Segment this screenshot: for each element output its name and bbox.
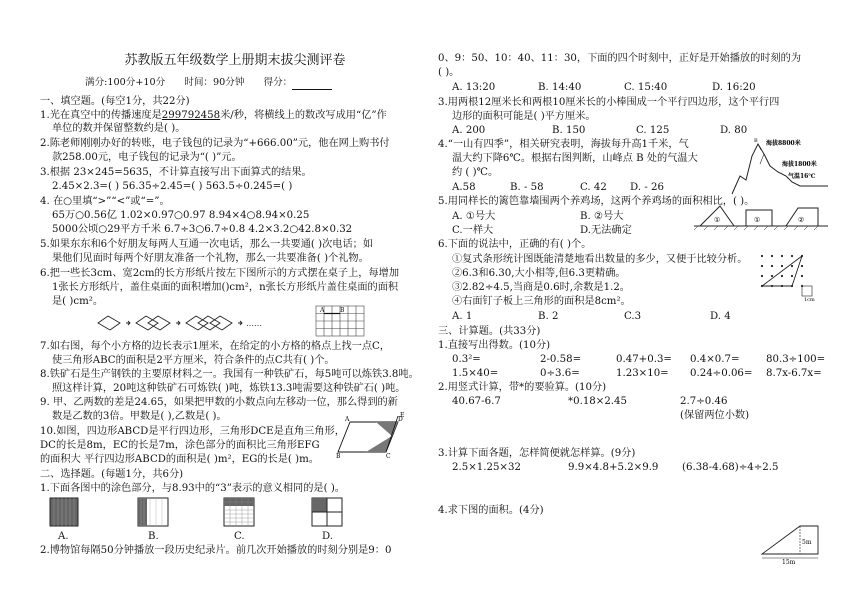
- svg-text:……: ……: [246, 319, 262, 328]
- choice4-a[interactable]: A.58: [452, 182, 476, 193]
- svg-text:A: A: [320, 307, 325, 314]
- page-title: 苏教版五年级数学上册期末拔尖测评卷: [124, 53, 346, 68]
- svg-text:D: D: [398, 416, 403, 423]
- q10-line3: 的面积大 平行四边形ABCD的面积是( )m²，EG的长是( )m。: [40, 454, 319, 465]
- option-c[interactable]: C.: [234, 531, 245, 542]
- calc1-r1c5: 80.3÷100=: [766, 354, 826, 365]
- q4-line2: 65万○0.56亿 1.02×0.97○0.97 8.94×4○8.94×0.25: [52, 210, 310, 221]
- area-width: 15m: [782, 559, 796, 566]
- calc1-r1c3: 0.47+0.3=: [616, 354, 672, 365]
- choice6-b[interactable]: B. 2: [538, 311, 559, 322]
- statement-2: ②6.3和6.30,大小相等,但6.3更精确。: [452, 268, 626, 279]
- choice4-line1: 4.“一山有四季”，相关研究表明，海拔每升高1千米，气: [438, 139, 689, 150]
- q4-line1: 4. 在○里填“>”“<”或“=”。: [40, 196, 170, 207]
- choice5-d[interactable]: D.无法确定: [580, 225, 632, 236]
- choice2-paren: ( )。: [438, 67, 460, 78]
- mid-label: 海拔1800米: [782, 161, 817, 168]
- q9-line1: 9. 甲、乙两数的差是24.65，如果把甲数的小数点向左移动一位，那么得到的新: [40, 397, 398, 408]
- calc1-r2c2: 0÷3.6=: [540, 368, 580, 379]
- svg-text:②: ②: [798, 216, 805, 224]
- option-c-figure: [224, 498, 256, 528]
- choice3-d[interactable]: D. 80: [720, 125, 748, 136]
- choice4-d[interactable]: D. - 26: [630, 182, 664, 193]
- pegboard-figure: [758, 252, 820, 302]
- svg-text:C: C: [386, 453, 391, 460]
- section-choice: 二、选择题。(每题1分，共6分): [40, 469, 184, 480]
- choice6-c[interactable]: C.3: [624, 311, 642, 322]
- option-d[interactable]: D.: [322, 531, 334, 542]
- choice6-d[interactable]: D. 4: [710, 311, 731, 322]
- section-fill: 一、填空题。(每空1分，共22分): [40, 96, 190, 107]
- option-a-figure: [50, 498, 80, 528]
- exam-meta: [85, 77, 364, 90]
- q10-line2: DC的长是8m，EC的长是7m，涂色部分的面积比三角形EFG: [40, 440, 320, 451]
- calc3-p3: (6.38-4.68)÷4÷2.5: [682, 462, 779, 473]
- choice3-line1: 3.用两根12厘米长和两根10厘米长的小棒围成一个平行四边形，这个平行四: [438, 97, 780, 108]
- calc1-title: 1.直接写出得数。(10分): [438, 340, 551, 351]
- choice3-line2: 边形的面积可能是( )平方厘米。: [452, 111, 596, 122]
- q2-line1: 2.陈老师刚刚办好的转账，电子钱包的记录为“+666.00”元，他在网上购书付: [40, 138, 390, 149]
- q3-line2: 2.45×2.3=( ) 56.35÷2.45=( ) 563.5÷0.245=( ): [52, 181, 293, 192]
- calc2-p3: 2.7÷0.46: [680, 396, 728, 407]
- section-calc: 三、计算题。(共33分): [438, 326, 541, 337]
- parallelogram-figure: [336, 412, 408, 458]
- calc3-title: 3.计算下面各题，怎样简便就怎样算。(9分): [438, 448, 636, 459]
- choice4-b[interactable]: B. - 58: [510, 182, 544, 193]
- choice2-a[interactable]: A. 13:20: [452, 82, 496, 93]
- calc2-p2: *0.18×2.45: [568, 396, 627, 407]
- time-limit: 时间：90分钟: [184, 77, 245, 88]
- calc1-r1c4: 0.4×0.7=: [690, 354, 740, 365]
- choice5-question: 5.用同样长的篱笆靠墙围两个养鸡场，这两个养鸡场的面积相比，( )。: [438, 196, 755, 207]
- statement-1: ①复式条形统计图既能清楚地看出数量的多少，又便于比较分析。: [452, 254, 748, 265]
- calc1-r2c5: 8.7x-6.7x=: [766, 368, 822, 379]
- choice5-a[interactable]: A. ①号大: [452, 211, 496, 222]
- svg-text:B: B: [754, 138, 758, 144]
- q1-line1: 1.光在真空中的传播速度是299792458米/秒，将横线上的数改写成用“亿”作: [40, 110, 387, 121]
- area-height: 5m: [802, 539, 812, 546]
- calc2-note: (保留两位小数): [680, 410, 750, 421]
- calc2-title: 2.用竖式计算，带*的要验算。(10分): [438, 382, 607, 393]
- choice6-question: 6.下面的说法中，正确的有( )个。: [438, 239, 592, 250]
- svg-text:B: B: [340, 307, 345, 314]
- full-score: 满分:100分+10分: [85, 77, 166, 88]
- calc3-p1: 2.5×1.25×32: [452, 462, 521, 473]
- choice1-question: 1.下面各图中的涂色部分，与8.93中的“3”表示的意义相同的是( )。: [40, 483, 345, 494]
- choice3-a[interactable]: A. 200: [452, 125, 486, 136]
- chicken-pen-figure: [694, 202, 830, 232]
- calc2-p1: 40.67-6.7: [452, 396, 501, 407]
- q6-line3: 是( )cm²。: [52, 296, 104, 307]
- score-label: 得分：: [263, 77, 348, 88]
- grid-figure: [316, 306, 366, 338]
- choice4-line2: 温大约下降6℃。根据右图判断，山峰点 B 处的气温大: [452, 153, 698, 164]
- rectangle-papers-figure: [96, 312, 316, 334]
- choice2-question: 2.博物馆每隔50分钟播放一段历史纪录片。前几次开始播放的时刻分别是9：0: [40, 545, 392, 556]
- mountain-figure: [730, 136, 830, 196]
- q6-line1: 6.把一些长3cm、宽2cm的长方形纸片按左下图所示的方式摆在桌子上，每增加: [40, 268, 400, 279]
- q1-number: 299792458: [161, 110, 221, 121]
- calc1-r1c1: 0.3²=: [452, 354, 481, 365]
- q6-line2: 1张长方形纸片，盖住桌面的面积增加()cm²，n张长方形纸片盖住桌面的面积: [52, 282, 399, 293]
- calc1-r2c3: 1.23×10=: [616, 368, 669, 379]
- q8-line2: 照这样计算，20吨这种铁矿石可炼铁( )吨，炼铁13.3吨需要这种铁矿石( )吨。: [52, 383, 406, 394]
- pegboard-scale: 1cm: [804, 297, 815, 303]
- calc3-p2: 9.9×4.8+5.2×9.9: [568, 462, 659, 473]
- calc1-r1c2: 2-0.58=: [540, 354, 582, 365]
- statement-4: ④右面钉子板上三角形的面积是8cm²。: [452, 296, 631, 307]
- choice6-a[interactable]: A. 1: [452, 311, 473, 322]
- calc4-title: 4.求下图的面积。(4分): [438, 505, 544, 516]
- svg-text:①: ①: [714, 216, 721, 224]
- peak-label: 海拔8800米: [766, 140, 801, 147]
- statement-3: ③2.82÷4.5,当商是0.6时,余数是1.2。: [452, 282, 630, 293]
- choice2-c[interactable]: C. 15:40: [624, 82, 668, 93]
- choice2-d[interactable]: D. 16:20: [712, 82, 756, 93]
- svg-text:①: ①: [754, 216, 761, 224]
- choice5-b[interactable]: B. ②号大: [580, 211, 624, 222]
- option-b[interactable]: B.: [148, 531, 159, 542]
- option-a[interactable]: A.: [58, 531, 69, 542]
- svg-text:A: A: [345, 416, 350, 423]
- q3-line1: 3.根据 23×245=5635，不计算直接写出下面算式的结果。: [40, 167, 312, 178]
- score-blank[interactable]: [292, 80, 332, 90]
- area-figure: [760, 524, 824, 564]
- calc1-r2c1: 1.5×40=: [452, 368, 499, 379]
- svg-text:E: E: [400, 412, 405, 419]
- q5-line2: 果他们见面时每两个好朋友准备一个礼物，那么一共要准备( )个礼物。: [52, 253, 369, 264]
- q7-line2: 使三角形ABC的面积是2平方厘米，符合条件的点C共有( )个。: [52, 355, 335, 366]
- q8-line1: 8.铁矿石是生产钢铁的主要原材料之一。我国有一种铁矿石，每5吨可以炼铁3.8吨。: [40, 369, 419, 380]
- choice5-c[interactable]: C.一样大: [452, 225, 494, 236]
- choice2-b[interactable]: B. 14:40: [538, 82, 582, 93]
- q2-line2: 款258.00元，电子钱包的记录为“( )”元。: [52, 152, 242, 163]
- q5-line1: 5.如果东东和6个好朋友每两人互通一次电话，那么一共要通( )次电话；如: [40, 239, 374, 250]
- q4-line3: 5000公顷○29平方千米 6.7÷3○6.7÷0.8 4.2×3.2○42.8×0.32: [52, 224, 353, 235]
- choice2-cont: 0、9：50、10：40、11：30，下面的四个时刻中，正好是开始播放的时刻的为: [438, 53, 802, 64]
- choice4-c[interactable]: C. 42: [580, 182, 607, 193]
- q7-line1: 7.如右图，每个小方格的边长表示1厘米，在给定的小方格的格点上找一点C，: [40, 341, 390, 352]
- option-b-figure: [138, 498, 170, 528]
- choice4-line3: 约 ( )℃。: [452, 167, 499, 178]
- choice3-b[interactable]: B. 150: [552, 125, 586, 136]
- option-d-figure: [312, 498, 344, 528]
- q9-line2: 数是乙数的3倍。甲数是( ),乙数是( )。: [52, 411, 227, 422]
- temp-label: 气温16℃: [788, 173, 816, 180]
- q1-line2: 单位的数并保留整数约是( )。: [52, 123, 186, 134]
- svg-text:B: B: [336, 453, 341, 460]
- choice3-c[interactable]: C. 125: [636, 125, 670, 136]
- q10-line1: 10.如图，四边形ABCD是平行四边形，三角形DCE是直角三角形，: [40, 426, 345, 437]
- calc1-r2c4: 0.24÷0.06=: [690, 368, 753, 379]
